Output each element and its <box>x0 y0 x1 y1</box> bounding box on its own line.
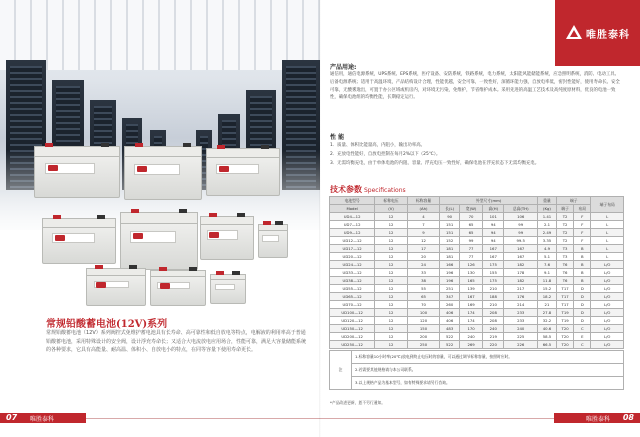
table-cell: 233 <box>504 317 538 325</box>
battery-image <box>124 146 202 200</box>
header-cell: 标称容量 <box>407 197 439 205</box>
brand-name: 唯胜泰科 <box>586 30 630 41</box>
table-cell: 120 <box>407 317 439 325</box>
table-cell: 2.1 <box>537 221 556 229</box>
table-cell: 66.5 <box>537 341 556 349</box>
table-cell: 4 <box>407 213 439 221</box>
table-cell: UD100—12 <box>330 309 375 317</box>
table-cell: 12 <box>375 317 407 325</box>
table-row <box>330 277 624 285</box>
table-cell: 94 <box>483 237 504 245</box>
footer-brand: 唯胜泰科 <box>585 416 610 423</box>
table-cell: 152 <box>440 237 460 245</box>
table-cell: UD9—12 <box>330 229 375 237</box>
table-cell: UD70—12 <box>330 301 375 309</box>
brand-logo-icon <box>565 24 583 40</box>
table-cell: 5.1 <box>537 253 556 261</box>
header-cell: (Ah) <box>407 205 439 213</box>
header-cell: (Kg) <box>537 205 556 213</box>
table-row <box>330 213 624 221</box>
table-cell: 99 <box>504 221 538 229</box>
header-cell: 总高(TH) <box>504 205 538 213</box>
table-cell: T6 <box>556 277 573 285</box>
table-row <box>330 301 624 309</box>
table-cell: T2 <box>556 221 573 229</box>
table-cell: 94 <box>483 221 504 229</box>
table-cell: 208 <box>483 309 504 317</box>
table-cell: E <box>574 333 591 341</box>
table-cell: 65 <box>460 229 483 237</box>
table-cell: 219 <box>483 333 504 341</box>
notes-label: 注 <box>330 351 352 390</box>
table-cell: D <box>574 317 591 325</box>
table-cell: L/O <box>591 333 624 341</box>
table-cell: 240 <box>460 333 483 341</box>
table-cell: 175 <box>483 277 504 285</box>
table-cell: L/O <box>591 317 624 325</box>
table-cell: 90 <box>440 213 460 221</box>
table-cell: 2.49 <box>537 229 556 237</box>
feature-item: 3．无需均衡充电，由于单体电池的内阻、容量、浮充电压一致性好，确保电池在浮充状态下无需均衡充电。 <box>330 161 540 166</box>
table-cell: L <box>591 229 624 237</box>
table-cell: 12 <box>375 341 407 349</box>
table-row <box>330 245 624 253</box>
table-cell: L/O <box>591 293 624 301</box>
battery-image <box>42 218 116 264</box>
header-row <box>330 205 624 213</box>
table-cell: T20 <box>556 333 573 341</box>
table-cell: 12 <box>375 245 407 253</box>
right-page <box>320 0 640 437</box>
table-cell: T3 <box>556 245 573 253</box>
header-cell: 长(L) <box>440 205 460 213</box>
table-cell: 18.2 <box>537 293 556 301</box>
table-cell: 188 <box>483 293 504 301</box>
page-number: 08 <box>622 413 634 422</box>
table-cell: 100 <box>407 309 439 317</box>
table-cell: D <box>574 309 591 317</box>
features-title: 性 能 <box>330 134 345 141</box>
table-row <box>330 229 624 237</box>
table-cell: L/O <box>591 261 624 269</box>
table-row <box>330 325 624 333</box>
table-cell: 217 <box>504 285 538 293</box>
table-cell: UD250—12 <box>330 341 375 349</box>
table-cell: 32.2 <box>537 317 556 325</box>
table-cell: UD4—12 <box>330 213 375 221</box>
table-cell: 269 <box>460 341 483 349</box>
table-cell: 27.8 <box>537 309 556 317</box>
table-cell: T17 <box>556 285 573 293</box>
table-cell: 174 <box>460 317 483 325</box>
table-cell: 101 <box>483 213 504 221</box>
table-cell: 12 <box>375 333 407 341</box>
table-cell: B <box>574 269 591 277</box>
intro-text: 通信用，通信电源系统，UPS系统、EPS系统，医疗设备、安防系统，铁路系统，电力系统，太阳能风能储能系统，应急照明系统，消防、电动工具、后备电源系统；适用于高温环境，产品结构设计合理，性能优越，安全可靠，一致性好，深循环能力强，自放电率低，密封性能好，使用寿命长。安全可靠，无酸雾逸出，可置于办公区域或机房内，对环境无污染，免维护，节省维护成本。采用先进的高温工艺技术及高纯度原材料，优良的电池一致性，确保电池组的均衡性能，长期稳定运行。 <box>330 72 620 101</box>
table-cell: L/O <box>591 301 624 309</box>
feature-item: 2．充放电性能好，自放电控制在每月2%以下（25℃）。 <box>330 152 441 157</box>
table-cell: 214 <box>504 301 538 309</box>
header-cell: 端子 <box>556 205 573 213</box>
table-row <box>330 293 624 301</box>
table-cell: T20 <box>556 341 573 349</box>
table-cell: 178 <box>504 269 538 277</box>
spec-table <box>329 196 624 349</box>
table-cell: 181 <box>440 253 460 261</box>
table-cell: 196 <box>440 269 460 277</box>
table-cell: 233 <box>504 309 538 317</box>
table-cell: 12 <box>375 237 407 245</box>
table-cell: L <box>591 237 624 245</box>
footnote: *产品改进更新，恕不另行通知。 <box>330 400 386 405</box>
table-cell: T6 <box>556 261 573 269</box>
table-cell: 165 <box>460 277 483 285</box>
table-cell: 126 <box>460 261 483 269</box>
header-cell: 重量 <box>537 197 556 205</box>
table-cell: L <box>591 213 624 221</box>
table-cell: 12 <box>375 309 407 317</box>
table-cell: B <box>574 253 591 261</box>
table-cell: 58.5 <box>537 333 556 341</box>
table-cell: UD55—12 <box>330 285 375 293</box>
table-cell: 406 <box>440 309 460 317</box>
table-cell: D <box>574 301 591 309</box>
table-cell: 522 <box>440 333 460 341</box>
table-row <box>330 253 624 261</box>
battery-image <box>34 146 120 198</box>
table-cell: UD65—12 <box>330 293 375 301</box>
table-cell: T6 <box>556 269 573 277</box>
table-cell: 9 <box>407 229 439 237</box>
table-cell: 70 <box>407 301 439 309</box>
table-cell: F <box>574 237 591 245</box>
battery-image <box>86 268 146 306</box>
table-cell: 176 <box>504 293 538 301</box>
table-cell: 170 <box>460 325 483 333</box>
table-cell: D <box>574 293 591 301</box>
battery-image <box>258 224 288 258</box>
note-item: 1.标称容量10小时率(20℃)放电到终止电压时的容量，可以通过调节标称容量，按照时应时。 <box>352 351 624 364</box>
table-cell: UD20—12 <box>330 253 375 261</box>
table-cell: 99 <box>460 237 483 245</box>
table-row <box>330 317 624 325</box>
table-cell: 167 <box>460 293 483 301</box>
table-cell: 1.41 <box>537 213 556 221</box>
table-cell: 220 <box>483 341 504 349</box>
battery-image <box>150 270 206 306</box>
table-cell: L <box>591 221 624 229</box>
table-cell: 33 <box>407 269 439 277</box>
header-cell: 布局 <box>574 205 591 213</box>
header-cell: 电池型号 <box>330 197 375 205</box>
table-cell: 182 <box>504 277 538 285</box>
table-cell: F <box>574 221 591 229</box>
table-cell: 200 <box>407 333 439 341</box>
table-cell: B <box>574 245 591 253</box>
table-cell: 12 <box>375 285 407 293</box>
table-cell: L <box>591 245 624 253</box>
table-cell: 106 <box>504 213 538 221</box>
footer-rule <box>86 418 320 419</box>
header-cell: (V) <box>375 205 407 213</box>
table-cell: L <box>591 253 624 261</box>
table-cell: 250 <box>407 341 439 349</box>
table-cell: T19 <box>556 309 573 317</box>
table-cell: B <box>574 261 591 269</box>
table-cell: 483 <box>440 325 460 333</box>
table-row <box>330 269 624 277</box>
footer-left <box>0 413 86 423</box>
battery-image <box>206 148 280 196</box>
table-cell: 196 <box>440 277 460 285</box>
table-cell: UD150—12 <box>330 325 375 333</box>
table-cell: L/O <box>591 325 624 333</box>
table-cell: 40.6 <box>537 325 556 333</box>
battery-image <box>120 212 198 270</box>
brand-header <box>555 0 640 66</box>
feature-item: 1．质量、体积比能量高，内阻小，输出功率高。 <box>330 143 425 148</box>
table-row <box>330 285 624 293</box>
table-cell: 4.9 <box>537 245 556 253</box>
table-cell: 167 <box>504 253 538 261</box>
table-cell: 208 <box>483 317 504 325</box>
table-cell: D <box>574 285 591 293</box>
table-cell: 17 <box>407 245 439 253</box>
table-cell: 20 <box>407 253 439 261</box>
table-cell: 24 <box>407 261 439 269</box>
book-spine <box>319 0 321 437</box>
table-cell: 155 <box>483 269 504 277</box>
table-cell: T2 <box>556 237 573 245</box>
table-cell: 251 <box>440 285 460 293</box>
table-cell: T19 <box>556 317 573 325</box>
table-cell: 65 <box>460 221 483 229</box>
spec-title-cn: 技术参数 <box>330 185 362 194</box>
table-row <box>330 261 624 269</box>
table-cell: 65 <box>407 293 439 301</box>
table-cell: 12 <box>375 269 407 277</box>
spec-title-en: Specifications <box>364 187 406 194</box>
table-cell: B <box>574 277 591 285</box>
table-cell: 12 <box>375 293 407 301</box>
table-cell: UD12—12 <box>330 237 375 245</box>
table-cell: F <box>574 229 591 237</box>
table-cell: C <box>574 325 591 333</box>
table-cell: 12 <box>375 213 407 221</box>
table-row <box>330 309 624 317</box>
battery-image <box>210 274 246 304</box>
footer-rule <box>320 418 554 419</box>
table-cell: 175 <box>483 261 504 269</box>
table-cell: C <box>574 341 591 349</box>
table-cell: 181 <box>440 245 460 253</box>
table-cell: T2 <box>556 229 573 237</box>
table-cell: 167 <box>483 245 504 253</box>
table-cell: L/O <box>591 285 624 293</box>
table-cell: T2 <box>556 213 573 221</box>
header-cell: Model <box>330 205 375 213</box>
spec-title <box>330 184 406 195</box>
footer-right <box>554 413 640 423</box>
table-cell: 167 <box>483 253 504 261</box>
table-cell: 347 <box>440 293 460 301</box>
table-row <box>330 333 624 341</box>
table-cell: 12 <box>407 237 439 245</box>
intro-title: 产品用途: <box>330 64 357 71</box>
table-cell: 11.8 <box>537 277 556 285</box>
table-cell: 151 <box>440 229 460 237</box>
table-row <box>330 221 624 229</box>
table-cell: 210 <box>483 301 504 309</box>
table-cell: 210 <box>483 285 504 293</box>
table-cell: 150 <box>407 325 439 333</box>
table-cell: 15.2 <box>537 285 556 293</box>
ceiling-lights <box>0 0 320 70</box>
table-cell: L/O <box>591 309 624 317</box>
table-cell: 240 <box>483 325 504 333</box>
note-item: 3.以上规格产品为基本型号，如有特殊要求请另行咨询。 <box>352 377 624 390</box>
table-cell: L/O <box>591 269 624 277</box>
table-cell: UD7—12 <box>330 221 375 229</box>
table-cell: 21 <box>537 301 556 309</box>
header-cell: 端子 <box>556 197 590 205</box>
table-cell: 77 <box>460 245 483 253</box>
table-cell: 169 <box>460 301 483 309</box>
table-cell: 55 <box>407 285 439 293</box>
series-description: 常规铅酸蓄电池（12V）系列阀控式免维护蓄电池具有长寿命、高可靠性和低自放电等特点，电解液的利用率高于普通铅酸蓄电池，采用特殊设计的安全阀，设计浮充寿命长；又适合大电流放电应用场合，性能可靠，满足大容量储能系统的各种要求，它具有高能量、耐高温、体积小、自放电小的特点，在同等容量下使用寿命更长。 <box>46 330 307 354</box>
table-cell: L/O <box>591 277 624 285</box>
header-cell: 宽(W) <box>460 205 483 213</box>
table-cell: 130 <box>460 269 483 277</box>
table-cell: T17 <box>556 293 573 301</box>
series-title: 常规铅酸蓄电池(12V)系列 <box>46 319 168 330</box>
table-cell: 94 <box>483 229 504 237</box>
notes-table <box>329 350 624 390</box>
table-cell: 182 <box>504 261 538 269</box>
table-cell: UD33—12 <box>330 269 375 277</box>
table-cell: 3.35 <box>537 237 556 245</box>
table-cell: L/O <box>591 341 624 349</box>
note-item: 2.若需要其他规格请与本公司联系。 <box>352 364 624 377</box>
table-cell: 167 <box>504 245 538 253</box>
table-cell: UD24—12 <box>330 261 375 269</box>
table-cell: 151 <box>440 221 460 229</box>
table-cell: 12 <box>375 277 407 285</box>
table-cell: UD38—12 <box>330 277 375 285</box>
table-row <box>330 237 624 245</box>
table-cell: 99 <box>504 229 538 237</box>
table-cell: T20 <box>556 325 573 333</box>
table-cell: 77 <box>460 253 483 261</box>
table-cell: T3 <box>556 253 573 261</box>
table-cell: 406 <box>440 317 460 325</box>
table-cell: 226 <box>504 341 538 349</box>
table-cell: 12 <box>375 301 407 309</box>
table-cell: 38 <box>407 277 439 285</box>
table-cell: 522 <box>440 341 460 349</box>
table-cell: 240 <box>504 325 538 333</box>
table-cell: 12 <box>375 325 407 333</box>
table-cell: 139 <box>460 285 483 293</box>
table-cell: 99.5 <box>504 237 538 245</box>
table-cell: 260 <box>440 301 460 309</box>
table-cell: 12 <box>375 221 407 229</box>
table-cell: UD17—12 <box>330 245 375 253</box>
table-cell: 12 <box>375 261 407 269</box>
header-cell: 高(H) <box>483 205 504 213</box>
footer-brand: 唯胜泰科 <box>30 416 55 423</box>
table-cell: 7 <box>407 221 439 229</box>
table-cell: 7.6 <box>537 261 556 269</box>
table-cell: 12 <box>375 229 407 237</box>
battery-image <box>200 216 254 260</box>
table-cell: 12 <box>375 253 407 261</box>
page-number: 07 <box>6 413 18 422</box>
table-cell: 174 <box>460 309 483 317</box>
table-cell: UD200—12 <box>330 333 375 341</box>
table-cell: 9.1 <box>537 269 556 277</box>
table-cell: T17 <box>556 301 573 309</box>
table-cell: F <box>574 213 591 221</box>
header-cell: 端子布局 <box>591 197 624 213</box>
table-cell: 166 <box>440 261 460 269</box>
table-cell: 70 <box>460 213 483 221</box>
table-cell: UD120—12 <box>330 317 375 325</box>
header-row <box>330 197 624 205</box>
table-cell: 225 <box>504 333 538 341</box>
table-row <box>330 341 624 349</box>
header-cell: 外型尺寸(mm) <box>440 197 538 205</box>
header-cell: 标称电压 <box>375 197 407 205</box>
